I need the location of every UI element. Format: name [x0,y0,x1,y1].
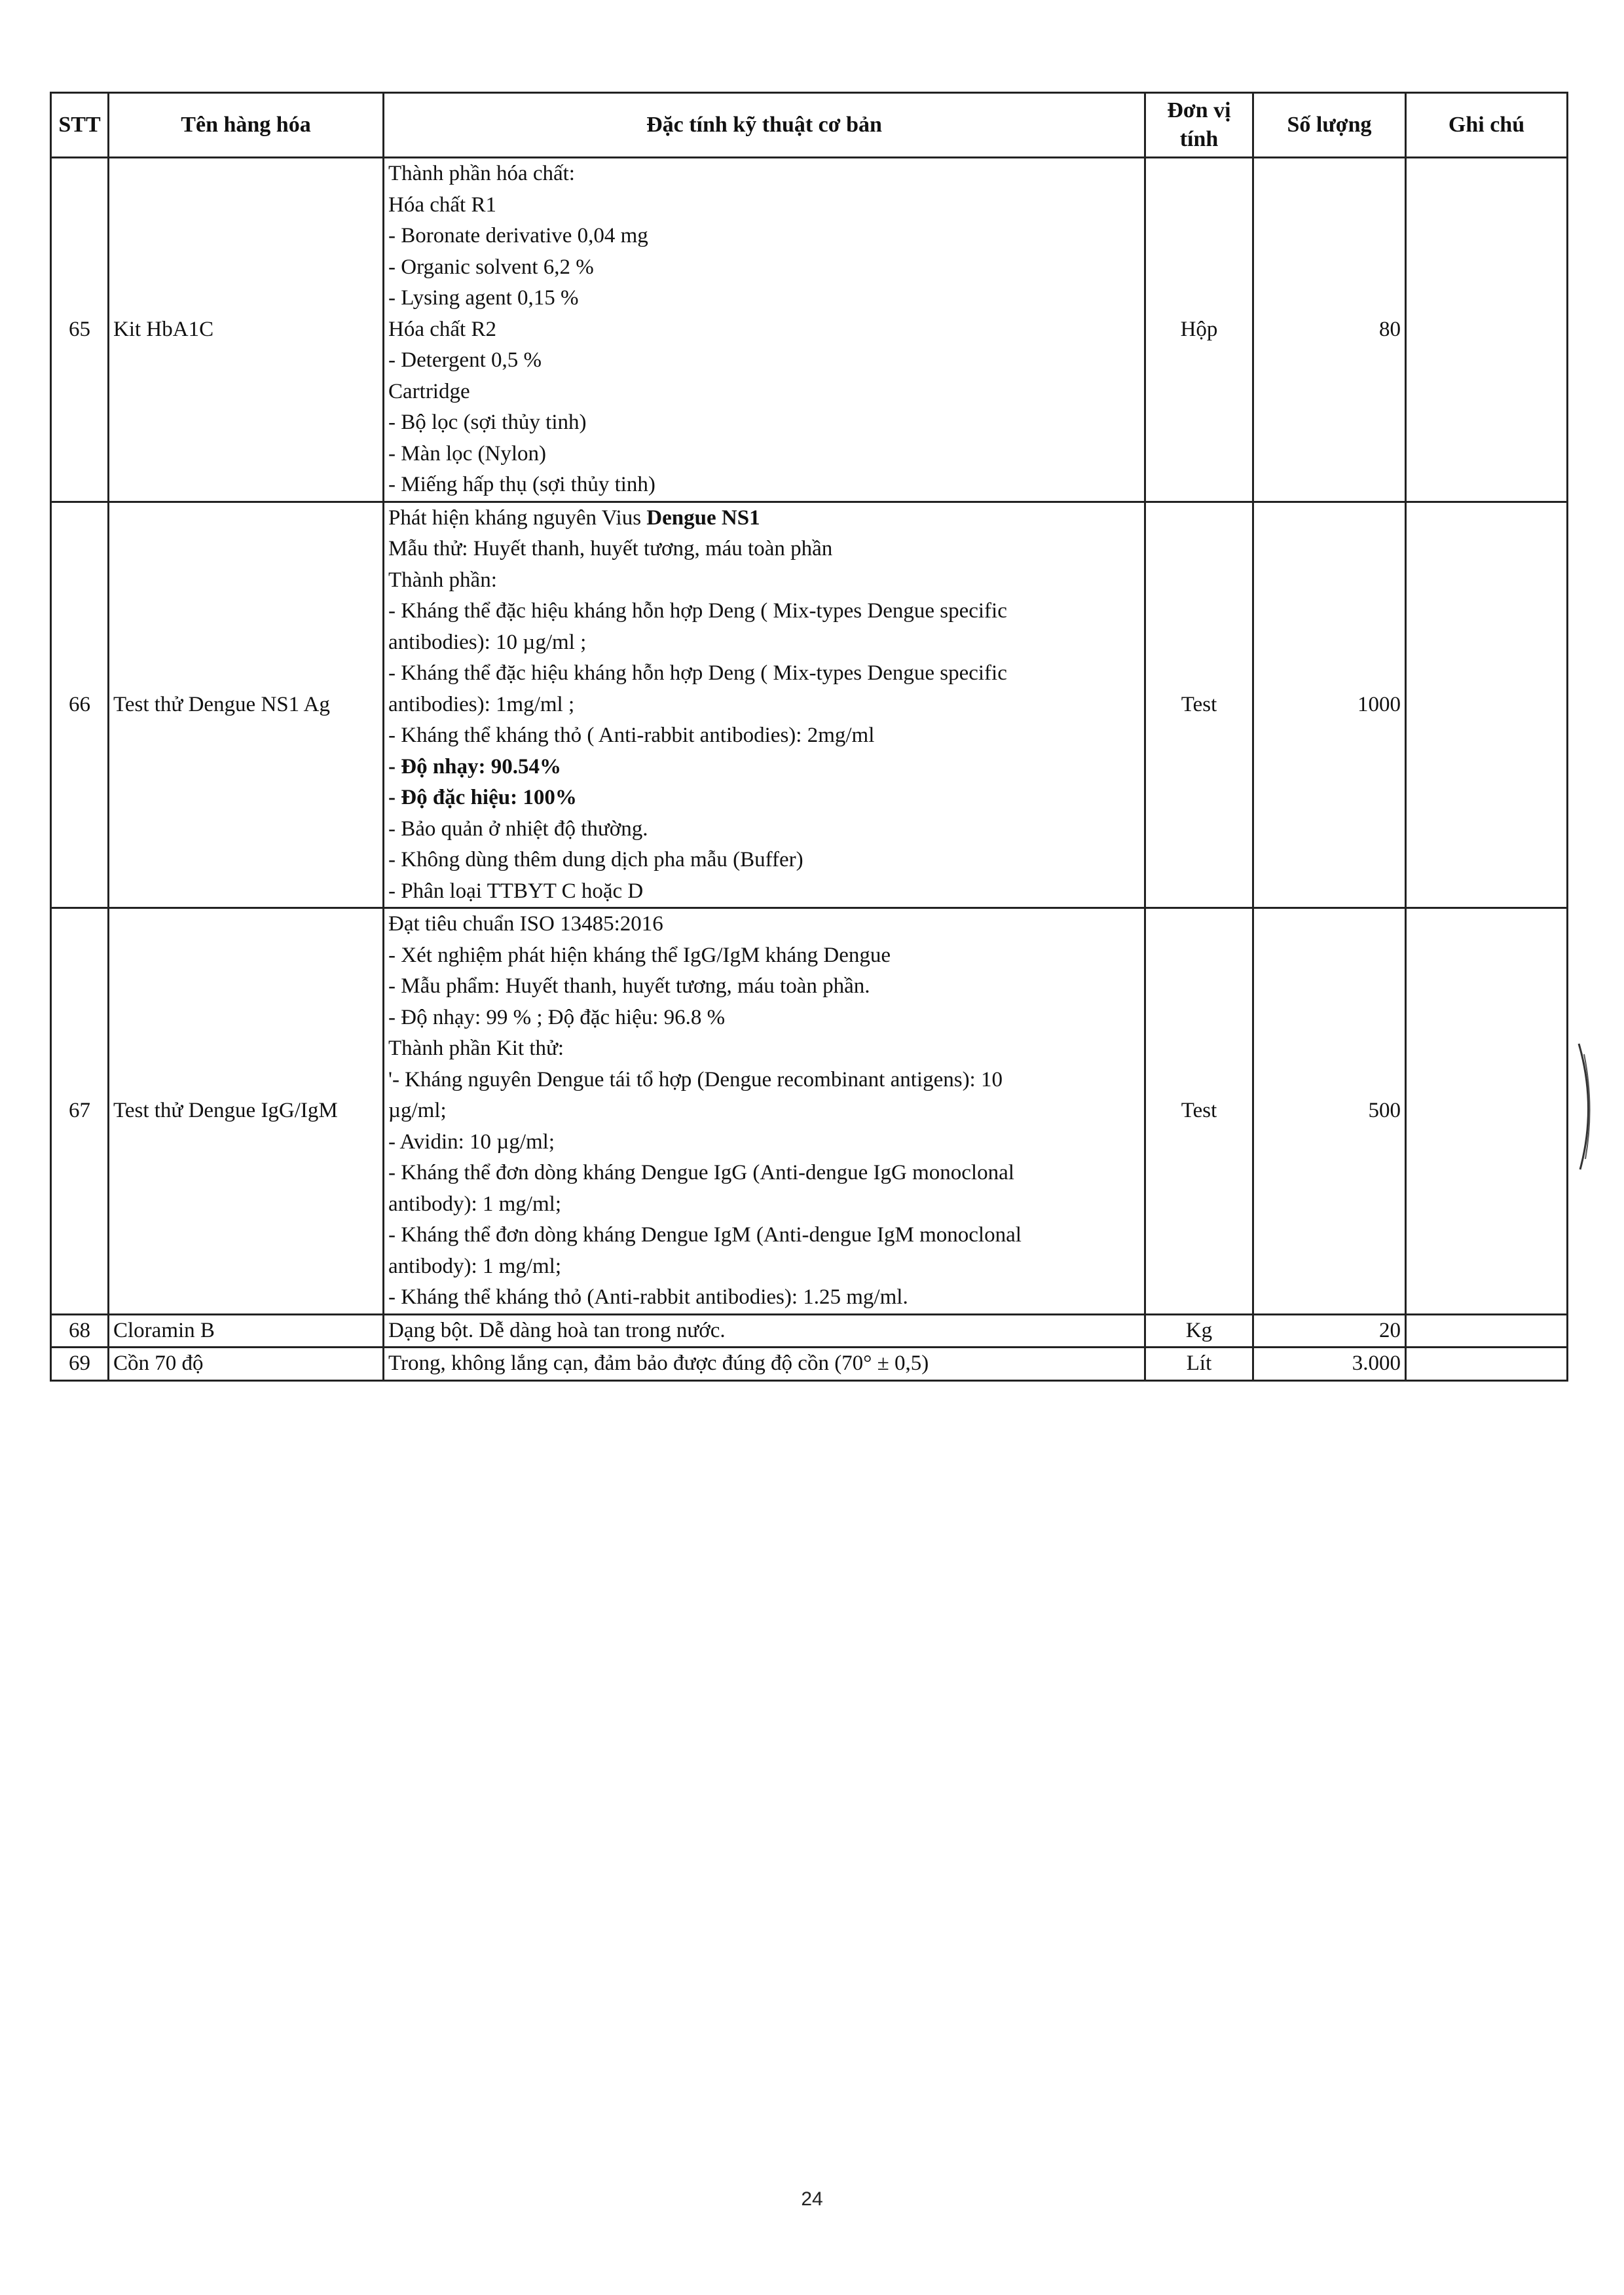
row-name: Test thử Dengue NS1 Ag [109,502,384,908]
spec-line: - Bộ lọc (sợi thủy tinh) [388,411,587,434]
row-unit: Lít [1145,1348,1253,1381]
row-spec [384,908,1145,1315]
row-unit: Kg [1145,1314,1253,1348]
spec-line: - Organic solvent 6,2 % [388,255,594,279]
spec-line: - Kháng thể đặc hiệu kháng hỗn hợp Deng ( Mix-types Dengue specific [388,599,1007,623]
spec-line: antibodies): 1mg/ml ; [388,692,575,716]
spec-line: - Kháng thể kháng thỏ ( Anti-rabbit antibodies): 2mg/ml [388,724,875,747]
spec-line: Mẫu thử: Huyết thanh, huyết tương, máu toàn phần [388,537,833,560]
spec-line: - Avidin: 10 µg/ml; [388,1129,555,1154]
row-note [1406,908,1568,1315]
spec-prefix: Phát hiện kháng nguyên Vius [388,505,647,530]
spec-line: µg/ml; [388,1099,447,1122]
spec-line: - Bảo quản ở nhiệt độ thường. [388,817,648,841]
table-row [51,908,1568,1315]
header-spec: Đặc tính kỹ thuật cơ bản [384,93,1145,158]
row-stt: 67 [51,908,109,1315]
spec-line: - Detergent 0,5 % [388,348,542,372]
row-name: Test thử Dengue IgG/IgM [109,908,384,1315]
specification-table [50,92,1568,1382]
row-note [1406,502,1568,908]
row-note [1406,1314,1568,1348]
row-qty: 500 [1253,908,1406,1315]
row-spec [384,1348,1145,1381]
row-note [1406,1348,1568,1381]
spec-line: Thành phần: [388,568,497,592]
spec-line: - Miếng hấp thụ (sợi thủy tinh) [388,473,655,496]
spec-bold-term: Dengue NS1 [646,505,760,530]
spec-line: Trong, không lắng cạn, đảm bảo được đúng độ cồn (70° ± 0,5) [388,1351,929,1375]
spec-line: - Phân loại TTBYT C hoặc D [388,879,644,903]
spec-line-bold: - Độ nhạy: 90.54% [388,754,562,779]
header-unit [1145,93,1253,158]
row-spec [384,158,1145,502]
row-qty: 3.000 [1253,1348,1406,1381]
spec-line: Dạng bột. Dễ dàng hoà tan trong nước. [388,1318,726,1342]
spec-line: Hóa chất R1 [388,193,496,217]
header-note: Ghi chú [1406,93,1568,158]
table-header-row [51,93,1568,158]
spec-line: - Xét nghiệm phát hiện kháng thể IgG/IgM kháng Dengue [388,943,891,967]
spec-line: antibody): 1 mg/ml; [388,1254,561,1278]
spec-line: - Kháng thể đơn dòng kháng Dengue IgM (Anti-dengue IgM monoclonal [388,1223,1022,1247]
header-qty: Số lượng [1253,93,1406,158]
header-name: Tên hàng hóa [109,93,384,158]
table-row [51,502,1568,908]
spec-line: - Kháng thể kháng thỏ (Anti-rabbit antibodies): 1.25 mg/ml. [388,1285,908,1309]
page-number: 24 [801,2188,823,2210]
header-unit-line1: Đơn vị [1167,98,1231,122]
spec-line: Thành phần hóa chất: [388,162,575,185]
row-qty: 20 [1253,1314,1406,1348]
row-spec [384,1314,1145,1348]
spec-line: - Kháng thể đơn dòng kháng Dengue IgG (Anti-dengue IgG monoclonal [388,1161,1014,1184]
row-name: Cloramin B [109,1314,384,1348]
row-stt: 69 [51,1348,109,1381]
row-stt: 68 [51,1314,109,1348]
header-unit-line2: tính [1179,127,1219,151]
row-unit: Test [1145,908,1253,1315]
spec-line: - Boronate derivative 0,04 mg [388,224,648,248]
spec-line: - Màn lọc (Nylon) [388,441,547,466]
spec-line: antibodies): 10 µg/ml ; [388,630,587,654]
spec-line: Thành phần Kit thử: [388,1037,564,1060]
table-row [51,158,1568,502]
margin-bracket-mark [1575,1041,1601,1172]
row-unit: Hộp [1145,158,1253,502]
row-stt: 66 [51,502,109,908]
spec-line [388,503,1140,534]
spec-line-bold: - Độ đặc hiệu: 100% [388,786,577,809]
header-stt: STT [51,93,109,158]
spec-line: '- Kháng nguyên Dengue tái tổ hợp (Dengue recombinant antigens): 10 [388,1067,1003,1092]
row-note [1406,158,1568,502]
spec-line: Đạt tiêu chuẩn ISO 13485:2016 [388,912,663,936]
spec-line: antibody): 1 mg/ml; [388,1192,561,1216]
row-qty: 80 [1253,158,1406,502]
table-row [51,1348,1568,1381]
row-name: Kit HbA1C [109,158,384,502]
table-row [51,1314,1568,1348]
row-spec [384,502,1145,908]
spec-line: Hóa chất R2 [388,317,496,341]
spec-line: Cartridge [388,379,470,403]
spec-line: - Kháng thể đặc hiệu kháng hỗn hợp Deng ( Mix-types Dengue specific [388,661,1007,685]
spec-line: - Mẫu phẩm: Huyết thanh, huyết tương, máu toàn phần. [388,974,870,998]
row-stt: 65 [51,158,109,502]
row-qty: 1000 [1253,502,1406,908]
spec-line: - Độ nhạy: 99 % ; Độ đặc hiệu: 96.8 % [388,1005,726,1029]
spec-line: - Không dùng thêm dung dịch pha mẫu (Buffer) [388,848,803,872]
row-unit: Test [1145,502,1253,908]
spec-line: - Lysing agent 0,15 % [388,286,579,310]
row-name: Cồn 70 độ [109,1348,384,1381]
